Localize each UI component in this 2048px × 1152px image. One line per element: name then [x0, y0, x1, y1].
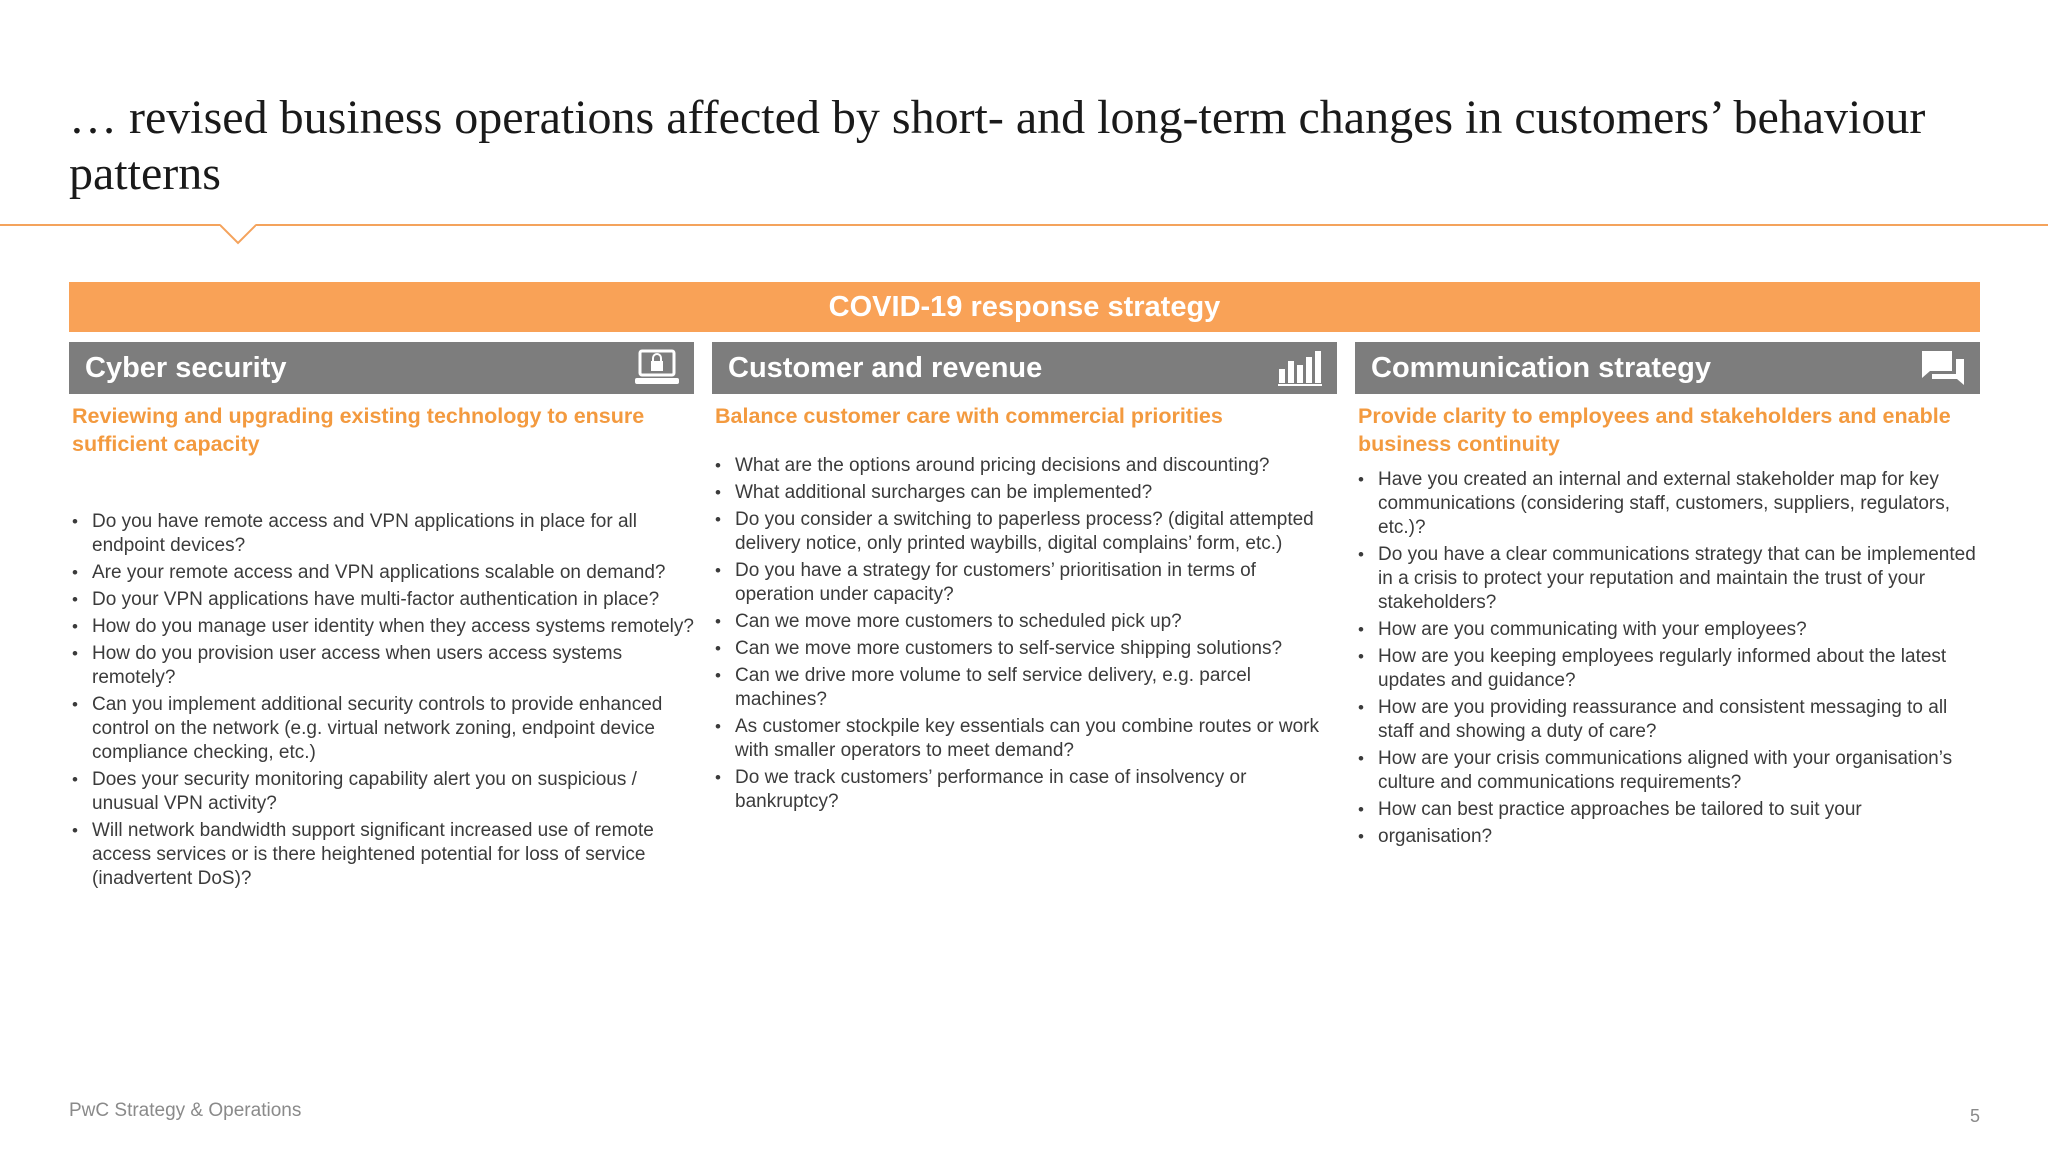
strategy-banner: COVID-19 response strategy	[69, 282, 1980, 332]
list-item: • Will network bandwidth support significant increased use of remote access services or is there heightened potential for loss of service (inadvertent DoS)?	[72, 819, 694, 891]
list-item: • How can best practice approaches be tailored to suit your	[1358, 798, 1980, 822]
page-number: 5	[1969, 1106, 1980, 1126]
column-title: Customer and revenue	[728, 351, 1043, 384]
title-divider	[0, 224, 2048, 226]
column-customer-and-revenue	[712, 342, 1337, 817]
question-list	[1355, 468, 1980, 849]
list-item: • How are you communicating with your employees?	[1358, 618, 1980, 642]
column-subheading: Balance customer care with commercial priorities	[715, 404, 1223, 428]
list-item: • Does your security monitoring capability alert you on suspicious / unusual VPN activity?	[72, 768, 694, 816]
list-item: • Do you consider a switching to paperless process? (digital attempted delivery notice, only printed waybills, digital complains’ form, etc.)	[715, 508, 1337, 556]
list-item: • How are you keeping employees regularly informed about the latest updates and guidance?	[1358, 645, 1980, 693]
divider-notch	[220, 224, 256, 248]
column-header	[1355, 342, 1980, 394]
list-item: • Do we track customers’ performance in case of insolvency or bankruptcy?	[715, 766, 1337, 814]
list-item: • As customer stockpile key essentials can you combine routes or work with smaller operators to meet demand?	[715, 715, 1337, 763]
list-item: • How are you providing reassurance and consistent messaging to all staff and showing a duty of care?	[1358, 696, 1980, 744]
question-list	[69, 510, 694, 891]
list-item: • Do you have a clear communications strategy that can be implemented in a crisis to protect your reputation and maintain the trust of your stakeholders?	[1358, 543, 1980, 615]
list-item: • How do you provision user access when users access systems remotely?	[72, 642, 694, 690]
column-subheading: Reviewing and upgrading existing technology to ensure sufficient capacity	[72, 404, 645, 456]
list-item: • organisation?	[1358, 825, 1980, 849]
bar-chart-icon	[1277, 348, 1323, 388]
question-list	[712, 454, 1337, 814]
list-item: • What are the options around pricing decisions and discounting?	[715, 454, 1337, 478]
list-item: • Do your VPN applications have multi-factor authentication in place?	[72, 588, 694, 612]
column-header	[69, 342, 694, 394]
column-cyber-security	[69, 342, 694, 894]
list-item: • Are your remote access and VPN applications scalable on demand?	[72, 561, 694, 585]
list-item: • Do you have remote access and VPN applications in place for all endpoint devices?	[72, 510, 694, 558]
list-item: • Can you implement additional security controls to provide enhanced control on the network (e.g. virtual network zoning, endpoint device compliance checking, etc.)	[72, 693, 694, 765]
column-title: Communication strategy	[1371, 351, 1711, 384]
list-item: • Do you have a strategy for customers’ prioritisation in terms of operation under capacity?	[715, 559, 1337, 607]
list-item: • Can we drive more volume to self service delivery, e.g. parcel machines?	[715, 664, 1337, 712]
list-item: • Have you created an internal and external stakeholder map for key communications (considering staff, customers, suppliers, regulators, etc.)?	[1358, 468, 1980, 540]
laptop-lock-icon	[634, 348, 680, 388]
column-header	[712, 342, 1337, 394]
slide-title: … revised business operations affected by short- and long-term changes in customers’ behaviour patterns	[69, 91, 1926, 200]
list-item: • How do you manage user identity when they access systems remotely?	[72, 615, 694, 639]
column-subheading: Provide clarity to employees and stakeholders and enable business continuity	[1358, 404, 1951, 456]
column-title: Cyber security	[85, 351, 287, 384]
list-item: • Can we move more customers to scheduled pick up?	[715, 610, 1337, 634]
list-item: • Can we move more customers to self-service shipping solutions?	[715, 637, 1337, 661]
list-item: • What additional surcharges can be implemented?	[715, 481, 1337, 505]
footer-text: PwC Strategy & Operations	[69, 1100, 302, 1121]
column-communication-strategy	[1355, 342, 1980, 852]
chat-bubbles-icon	[1920, 348, 1966, 388]
list-item: • How are your crisis communications aligned with your organisation’s culture and communications requirements?	[1358, 747, 1980, 795]
